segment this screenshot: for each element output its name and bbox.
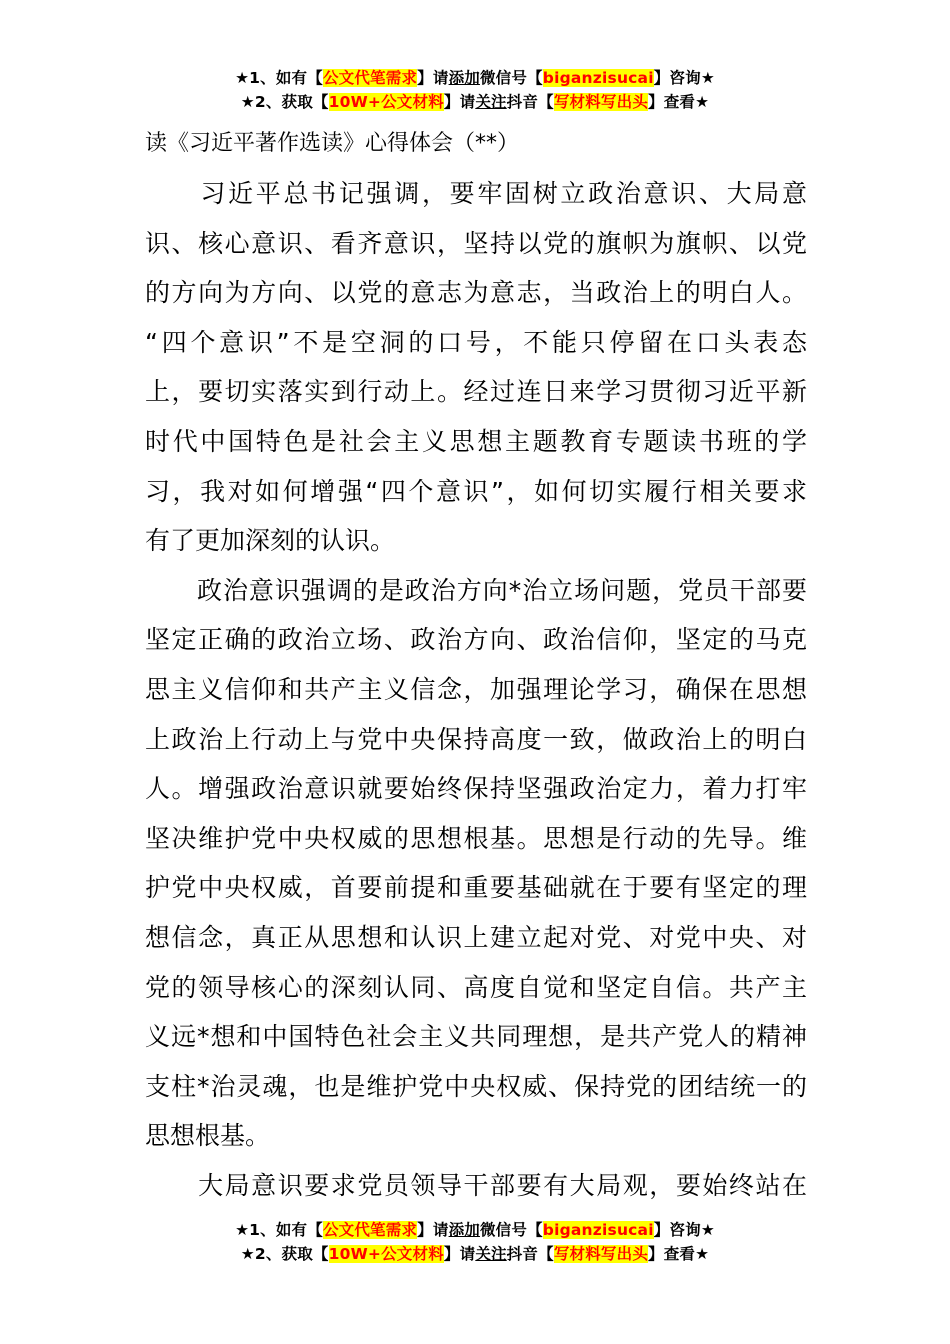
body-line: 时代中国特色是社会主义思想主题教育专题读书班的学 xyxy=(145,427,807,456)
body-line: 人。增强政治意识就要始终保持坚强政治定力，着力打牢 xyxy=(145,774,807,804)
body-line: 思想根基。 xyxy=(145,1121,271,1151)
banner-highlight: biganzisucai xyxy=(542,1221,654,1239)
banner-text: 】请 xyxy=(417,69,449,87)
banner-text: 】查看★ xyxy=(648,93,710,111)
banner-text: 】咨询★ xyxy=(653,1221,715,1239)
body-line: 党的领导核心的深刻认同、高度自觉和坚定自信。共产主 xyxy=(145,972,807,1002)
banner-line-2 xyxy=(0,1242,950,1266)
body-line: 支柱*治灵魂，也是维护党中央权威、保持党的团结统一的 xyxy=(145,1071,807,1101)
body-line: 思主义信仰和共产主义信念，加强理论学习，确保在思想 xyxy=(145,675,807,704)
banner-text: ★1、如有【 xyxy=(235,1221,323,1239)
banner-highlight: 写材料写出头 xyxy=(553,1245,649,1263)
banner-text: 微信号【 xyxy=(479,69,543,87)
banner-text: ★2、获取【 xyxy=(240,93,329,111)
banner-text: 微信号【 xyxy=(479,1221,543,1239)
banner-line-2 xyxy=(0,90,950,114)
banner-highlight: 10W+公文材料 xyxy=(328,93,444,111)
body-line: 义远*想和中国特色社会主义共同理想，是共产党人的精神 xyxy=(145,1022,807,1052)
banner-highlight: 10W+公文材料 xyxy=(328,1245,444,1263)
body-line: 护党中央权威，首要前提和重要基础就在于要有坚定的理 xyxy=(145,873,807,903)
header-banner xyxy=(0,66,950,114)
banner-highlight: 公文代笔需求 xyxy=(322,69,418,87)
body-line: 政治意识强调的是政治方向*治立场问题，党员干部要 xyxy=(145,575,807,605)
banner-highlight: 公文代笔需求 xyxy=(322,1221,418,1239)
banner-text: ★1、如有【 xyxy=(235,69,323,87)
banner-text: 】请 xyxy=(417,1221,449,1239)
banner-text: ★2、获取【 xyxy=(240,1245,329,1263)
body-line: 上政治上行动上与党中央保持高度一致，做政治上的明白 xyxy=(145,724,807,754)
banner-line-1 xyxy=(0,1218,950,1242)
banner-text: 】咨询★ xyxy=(653,69,715,87)
banner-text: 抖音【 xyxy=(506,1245,554,1263)
body-line: “四个意识”不是空洞的口号，不能只停留在口头表态 xyxy=(145,327,807,357)
banner-line-1 xyxy=(0,66,950,90)
body-line: 大局意识要求党员领导干部要有大局观，要始终站在 xyxy=(145,1171,807,1200)
banner-text: 抖音【 xyxy=(506,93,554,111)
body-line: 想信念，真正从思想和认识上建立起对党、对党中央、对 xyxy=(145,923,807,952)
banner-underlined: 添加 xyxy=(448,69,480,87)
body-line: 坚决维护党中央权威的思想根基。思想是行动的先导。维 xyxy=(145,823,807,853)
body-line: 的方向为方向、以党的意志为意志，当政治上的明白人。 xyxy=(145,278,807,308)
banner-text: 】查看★ xyxy=(648,1245,710,1263)
body-line: 识、核心意识、看齐意识，坚持以党的旗帜为旗帜、以党 xyxy=(145,228,807,258)
body-line: 上，要切实落实到行动上。经过连日来学习贯彻习近平新 xyxy=(145,377,807,407)
banner-highlight: 写材料写出头 xyxy=(553,93,649,111)
footer-banner xyxy=(0,1218,950,1266)
banner-highlight: biganzisucai xyxy=(542,69,654,87)
document-title: 读《习近平著作选读》心得体会（**） xyxy=(145,131,520,156)
body-line: 习，我对如何增强“四个意识”，如何切实履行相关要求 xyxy=(145,476,807,506)
banner-text: 】请 xyxy=(443,93,476,111)
banner-text: 】请 xyxy=(443,1245,476,1263)
banner-underlined: 关注 xyxy=(475,1245,507,1263)
body-line: 坚定正确的政治立场、政治方向、政治信仰，坚定的马克 xyxy=(145,625,807,655)
body-line: 有了更加深刻的认识。 xyxy=(145,526,396,556)
banner-underlined: 关注 xyxy=(475,93,507,111)
banner-underlined: 添加 xyxy=(448,1221,480,1239)
body-line: 习近平总书记强调，要牢固树立政治意识、大局意 xyxy=(145,179,807,208)
